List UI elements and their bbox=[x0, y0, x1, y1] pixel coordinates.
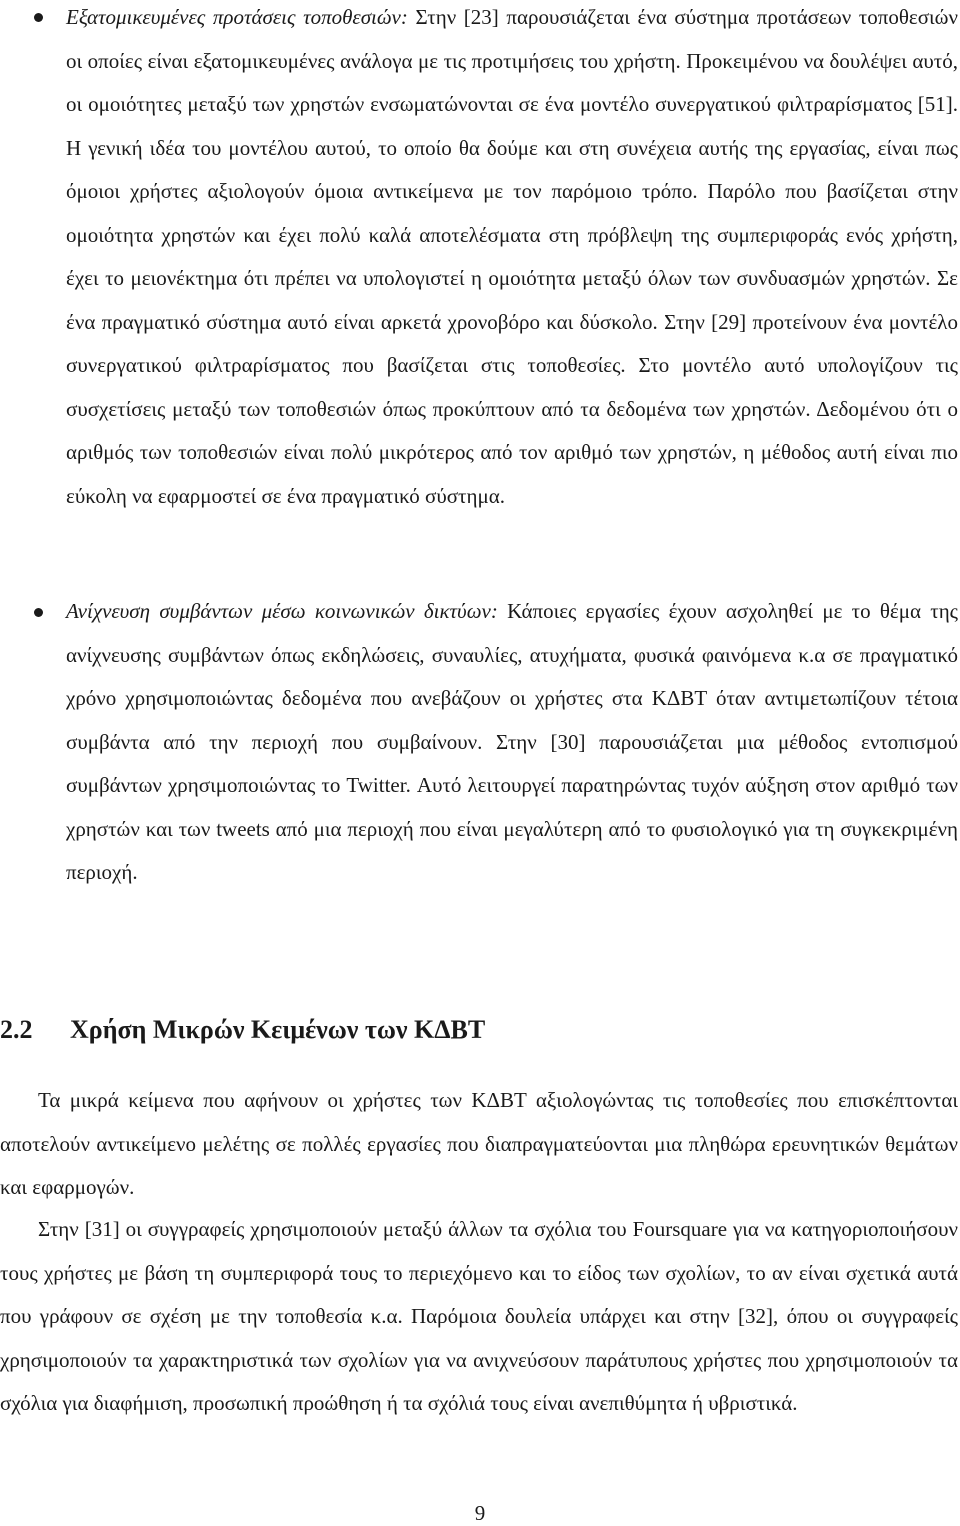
page-number: 9 bbox=[474, 1501, 486, 1525]
bullet-term: Ανίχνευση συμβάντων μέσω κοινωνικών δικτύων: bbox=[66, 599, 498, 623]
bullet-dot-icon bbox=[34, 13, 43, 22]
paragraph-intro: Τα μικρά κείμενα που αφήνουν οι χρήστες των ΚΔΒΤ αξιολογώντας τις τοποθεσίες που επισκέπτονται αποτελούν αντικείμενο μελέτης σε πολλές εργασίες που διαπραγματεύονται μια πληθώρα ερευνητικών θεμάτων και εφαρμογών. bbox=[0, 1088, 958, 1199]
section-number: 2.2 bbox=[0, 1015, 33, 1044]
paragraph-related-work: Στην [31] οι συγγραφείς χρησιμοποιούν μεταξύ άλλων τα σχόλια του Foursquare για να κατηγοριοποιήσουν τους χρήστες με βάση τη συμπεριφορά τους το περιεχόμενο και το είδος των σχολίων, το αν είναι σχετικά αυτά που γράφουν σε σχέση με την τοποθεσία κ.α. Παρόμοια δουλεία υπάρχει και στην [32], όπου οι συγγραφείς χρησιμοποιούν τα χαρακτηριστικά των σχολίων για να ανιχνεύσουν παράτυπους χρήστες που χρησιμοποιούν τα σχόλια για διαφήμιση, προσωπική προώθηση ή τα σχόλιά τους είναι ανεπιθύμητα ή υβριστικά. bbox=[0, 1217, 958, 1415]
bullet-term: Εξατομικευμένες προτάσεις τοποθεσιών: bbox=[66, 5, 408, 29]
section-heading bbox=[0, 1010, 485, 1050]
bullet-text: Στην [23] παρουσιάζεται ένα σύστημα προτάσεων τοποθεσιών οι οποίες είναι εξατομικευμένες ανάλογα με τις προτιμήσεις του χρήστη. Προκειμένου να δουλέψει αυτό, οι ομοιότητες μεταξύ των χρηστών ενσωματώνονται σε ένα μοντέλο συνεργατικού φιλτραρίσματος [51]. Η γενική ιδέα του μοντέλου αυτού, το οποίο θα δούμε και στη συνέχεια αυτής της εργασίας, είναι πως όμοιοι χρήστες αξιολογούν όμοια αντικείμενα με τον παρόμοιο τρόπο. Παρόλο που βασίζεται στην ομοιότητα χρηστών και έχει πολύ καλά αποτελέσματα στη πρόβλεψη της συμπεριφοράς ενός χρήστη, έχει το μειονέκτημα ότι πρέπει να υπολογιστεί η ομοιότητα μεταξύ όλων των συνδυασμών χρηστών. Σε ένα πραγματικό σύστημα αυτό είναι αρκετά χρονοβόρο και δύσκολο. Στην [29] προτείνουν ένα μοντέλο συνεργατικού φιλτραρίσματος που βασίζεται στις τοποθεσίες. Στο μοντέλο αυτό υπολογίζουν τις συσχετίσεις μεταξύ των τοποθεσιών όπως προκύπτουν από τα δεδομένα των χρηστών. Δεδομένου ότι ο αριθμός των τοποθεσιών είναι πολύ μικρότερος από τον αριθμό των χρηστών, η μέθοδος αυτή είναι πιο εύκολη να εφαρμοστεί σε ένα πραγματικό σύστημα. bbox=[66, 5, 958, 508]
bullet-item-location-recommendations bbox=[0, 0, 960, 518]
bullet-item-event-detection bbox=[0, 590, 960, 895]
bullet-dot-icon bbox=[34, 608, 43, 617]
section-title: Χρήση Μικρών Κειμένων των ΚΔΒΤ bbox=[70, 1015, 486, 1044]
bullet-text: Κάποιες εργασίες έχουν ασχοληθεί με το θέμα της ανίχνευσης συμβάντων όπως εκδηλώσεις, συναυλίες, ατυχήματα, φυσικά φαινόμενα κ.α σε πραγματικό χρόνο χρησιμοποιώντας δεδομένα που ανεβάζουν οι χρήστες στα ΚΔΒΤ όταν αντιμετωπίζουν τέτοια συμβάντα από την περιοχή που συμβαίνουν. Στην [30] παρουσιάζεται μια μέθοδος εντοπισμού συμβάντων χρησιμοποιώντας το Twitter. Αυτό λειτουργεί παρατηρώντας τυχόν αύξηση στον αριθμό των χρηστών και των tweets από μια περιοχή που είναι μεγαλύτερη από το φυσιολογικό για τη συγκεκριμένη περιοχή. bbox=[66, 599, 958, 884]
